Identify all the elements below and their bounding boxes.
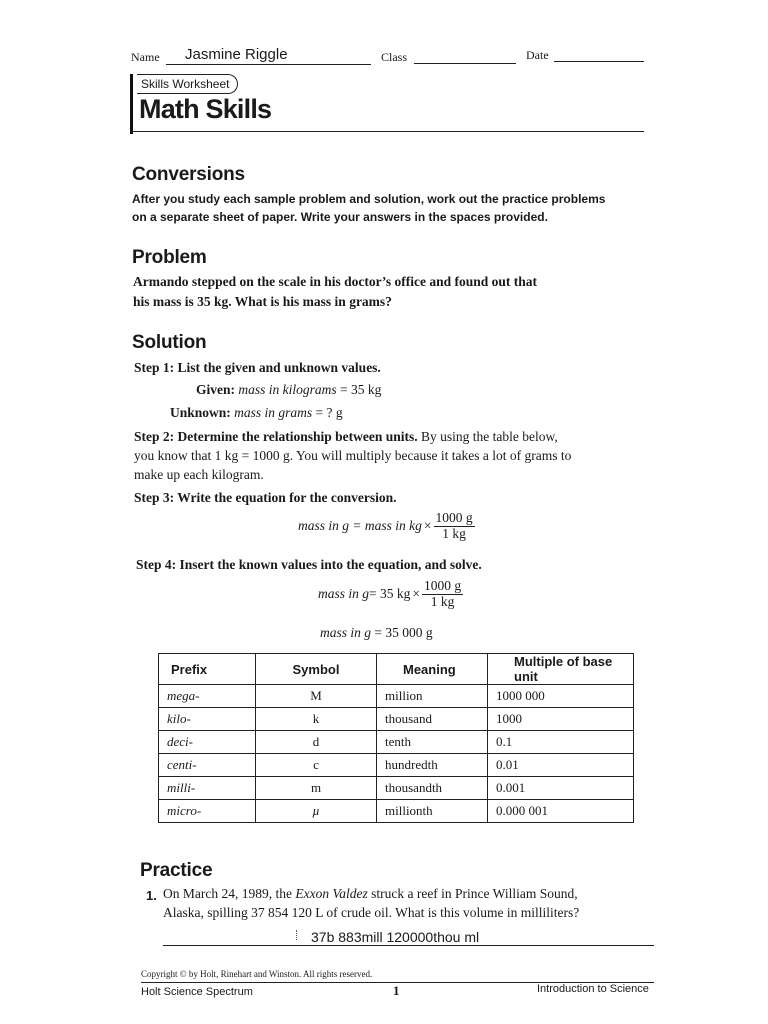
equation-2-denominator: 1 kg (430, 593, 455, 609)
question-1-text-b: struck a reef in Prince William Sound, (367, 886, 578, 901)
equation-2-fraction (422, 579, 463, 610)
class-label: Class (381, 50, 408, 64)
cell-symbol: d (256, 731, 377, 754)
unknown-value: = ? g (312, 405, 343, 420)
question-1-answer[interactable]: 37b 883mill 120000thou ml (311, 929, 480, 945)
table-row (159, 708, 634, 731)
step-2-text-1: By using the table below, (417, 429, 558, 444)
step-4: Step 4: Insert the known values into the equation, and solve. (136, 557, 482, 572)
question-1-line-2: Alaska, spilling 37 854 120 L of crude oil. What is this volume in milliliters? (163, 905, 580, 920)
cell-multiple: 0.000 001 (488, 800, 634, 823)
cell-symbol: µ (256, 800, 377, 823)
table-header-row (159, 654, 634, 685)
solution-heading: Solution (132, 332, 207, 353)
step-1: Step 1: List the given and unknown values. (134, 360, 381, 375)
prefix-table (158, 653, 634, 823)
given-label: Given: (196, 382, 235, 397)
equation-2-variable: mass in g (318, 586, 370, 602)
equation-3 (320, 625, 433, 641)
step-2-line-2: you know that 1 kg = 1000 g. You will multiply because it takes a lot of grams to (134, 448, 572, 463)
table-row (159, 685, 634, 708)
unknown-label: Unknown: (170, 405, 231, 420)
equation-1 (298, 511, 475, 542)
table-row (159, 731, 634, 754)
cell-prefix: deci- (159, 731, 256, 754)
times-symbol-2: × (412, 586, 421, 602)
title-rule (130, 131, 644, 132)
times-symbol: × (423, 518, 432, 534)
table-header-symbol: Symbol (256, 654, 377, 685)
equation-3-variable: mass in g (320, 625, 372, 640)
cell-meaning: thousand (377, 708, 488, 731)
cell-multiple: 0.1 (488, 731, 634, 754)
given-value: = 35 kg (336, 382, 382, 397)
cell-meaning: million (377, 685, 488, 708)
cell-prefix: milli- (159, 777, 256, 800)
equation-1-denominator: 1 kg (442, 525, 466, 541)
answer-line (163, 945, 654, 946)
page-number: 1 (393, 983, 400, 998)
table-header-multiple: Multiple of base unit (488, 654, 634, 685)
cell-multiple: 0.01 (488, 754, 634, 777)
title-bar-accent (130, 74, 133, 134)
step-2-line-1 (134, 429, 558, 445)
question-1-ship: Exxon Valdez (295, 886, 368, 901)
table-row (159, 777, 634, 800)
equation-2 (318, 579, 463, 610)
equation-1-fraction (434, 511, 475, 542)
cell-multiple: 0.001 (488, 777, 634, 800)
cell-symbol: M (256, 685, 377, 708)
conversions-heading: Conversions (132, 164, 245, 185)
cell-meaning: tenth (377, 731, 488, 754)
question-1-line-1 (163, 886, 578, 902)
step-3: Step 3: Write the equation for the conversion. (134, 490, 397, 505)
practice-heading: Practice (140, 860, 213, 881)
given-variable: mass in kilograms (238, 382, 337, 397)
cell-multiple: 1000 (488, 708, 634, 731)
table-header-meaning: Meaning (377, 654, 488, 685)
cell-prefix: mega- (159, 685, 256, 708)
cell-symbol: c (256, 754, 377, 777)
cell-prefix: micro- (159, 800, 256, 823)
equation-1-numerator: 1000 g (435, 510, 473, 525)
name-value: Jasmine Riggle (185, 46, 288, 63)
table-row (159, 800, 634, 823)
equation-2-value: = 35 kg (369, 586, 411, 602)
date-field[interactable] (554, 48, 644, 62)
question-1-text-a: On March 24, 1989, the (163, 886, 296, 901)
skills-worksheet-tag: Skills Worksheet (137, 74, 238, 94)
class-field[interactable] (414, 50, 516, 64)
instructions-line-2: on a separate sheet of paper. Write your answers in the spaces provided. (132, 210, 548, 224)
footer-right: Introduction to Science (537, 983, 649, 995)
question-1-number: 1. (146, 888, 157, 903)
given-line (196, 382, 381, 398)
instructions-line-1: After you study each sample problem and solution, work out the practice problems (132, 192, 606, 206)
cell-symbol: k (256, 708, 377, 731)
copyright: Copyright © by Holt, Rinehart and Winston. All rights reserved. (141, 969, 373, 979)
problem-heading: Problem (132, 247, 207, 268)
cell-symbol: m (256, 777, 377, 800)
cell-multiple: 1000 000 (488, 685, 634, 708)
footer-left: Holt Science Spectrum (141, 986, 253, 998)
cell-prefix: kilo- (159, 708, 256, 731)
table-row (159, 754, 634, 777)
cell-meaning: thousandth (377, 777, 488, 800)
equation-2-numerator: 1000 g (424, 578, 462, 593)
problem-line-2: his mass is 35 kg. What is his mass in grams? (133, 294, 392, 309)
unknown-variable: mass in grams (234, 405, 313, 420)
cell-meaning: millionth (377, 800, 488, 823)
cell-prefix: centi- (159, 754, 256, 777)
cell-meaning: hundredth (377, 754, 488, 777)
step-2-line-3: make up each kilogram. (134, 467, 264, 482)
name-label: Name (131, 50, 160, 64)
date-label: Date (526, 48, 549, 62)
problem-line-1: Armando stepped on the scale in his doctor’s office and found out that (133, 274, 538, 289)
equation-1-left: mass in g = mass in kg (298, 518, 422, 534)
page-title: Math Skills (139, 94, 272, 124)
text-cursor (296, 930, 299, 940)
table-header-prefix: Prefix (159, 654, 256, 685)
step-2-label: Step 2: Determine the relationship between units. (134, 429, 418, 444)
equation-3-value: = 35 000 g (371, 625, 433, 640)
unknown-line (170, 405, 343, 421)
